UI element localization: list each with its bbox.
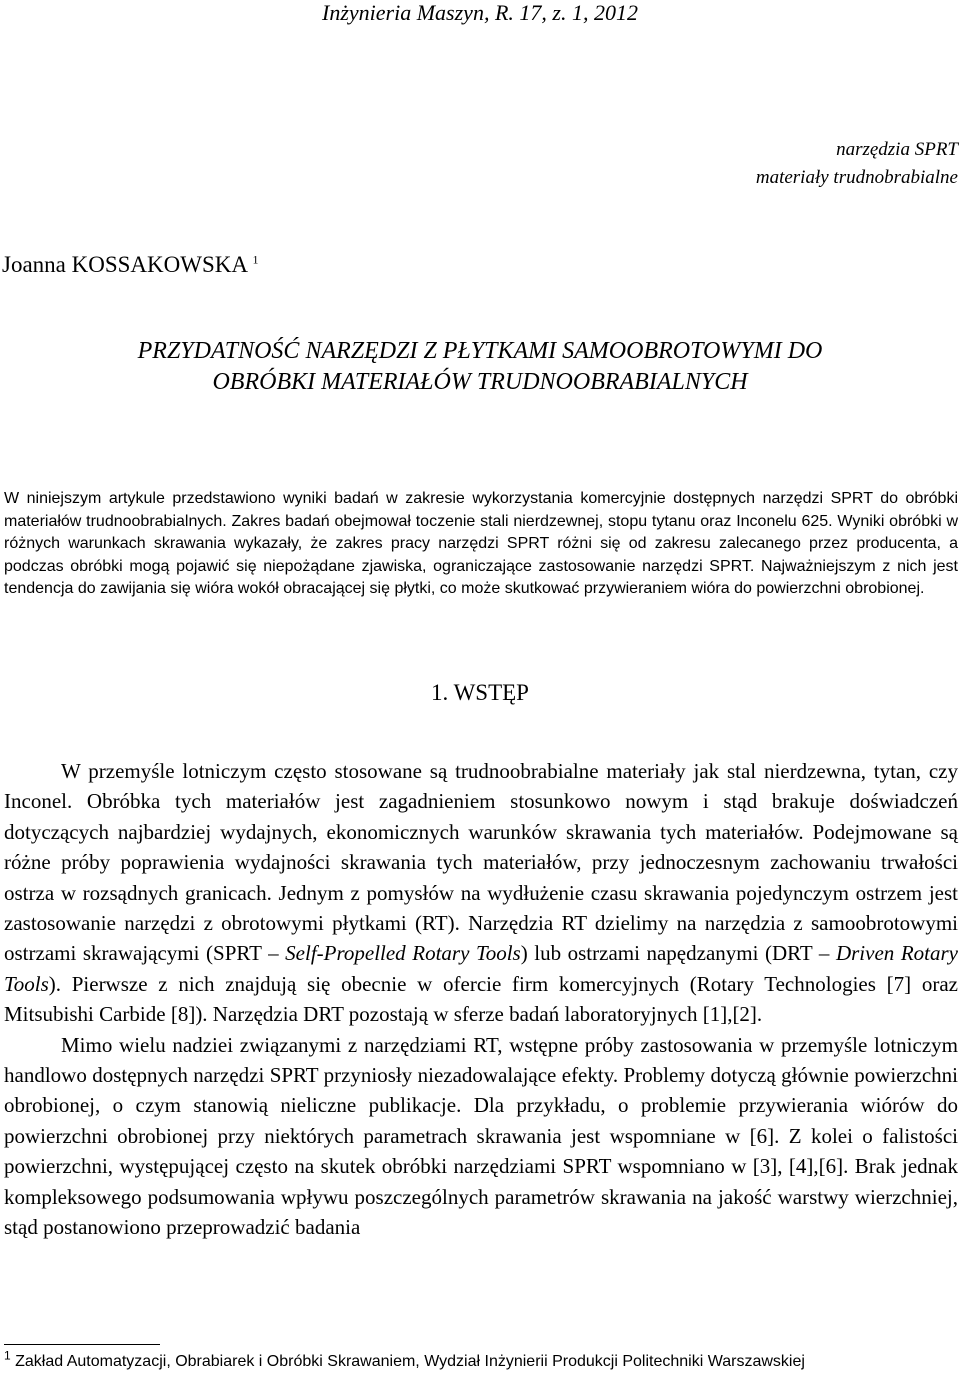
body-text <box>4 756 958 1243</box>
keywords <box>756 136 958 192</box>
paragraph-text: W przemyśle lotniczym często stosowane są trudnoobrabialne materiały jak stal nierdzewna, tytan, czy Inconel. Obróbka tych materiałów jest zagadnieniem stosunkowo nowym i stąd brakuje doświadczeń dotyczących najbardziej wydajnych, ekonomicznych warunków skrawania tych materiałów. Podejmowane są różne próby poprawienia wydajności skrawania tych materiałów, przy jednoczesnym zachowaniu trwałości ostrza w rozsądnych granicach. Jednym z pomysłów na wydłużenie czasu skrawania pojedynczym ostrzem jest zastosowanie narzędzi z obrotowymi płytkami (RT). Narzędzia RT dzielimy na narzędzia z samoobrotowymi ostrzami skrawającymi (SPRT – <box>4 759 958 966</box>
author-name: Joanna KOSSAKOWSKA <box>2 252 247 277</box>
footnote-mark: 1 <box>4 1348 11 1363</box>
paragraph <box>4 756 958 1030</box>
author <box>2 250 258 280</box>
footnote-rule <box>4 1344 160 1345</box>
paper-title-line: OBRÓBKI MATERIAŁÓW TRUDNOOBRABIALNYCH <box>212 369 748 395</box>
keyword: materiały trudnobrabialne <box>755 167 958 188</box>
paper-title-line: PRZYDATNOŚĆ NARZĘDZI Z PŁYTKAMI SAMOOBROTOWYMI DO <box>137 338 823 364</box>
paragraph-italic: Driven Rotary Tools <box>4 941 958 996</box>
abstract: W niniejszym artykule przedstawiono wyniki badań w zakresie wykorzystania komercyjnie dostępnych narzędzi SPRT do obróbki materiałów trudnoobrabialnych. Zakres badań obejmował toczenie stali nierdzewnej, stopu tytanu oraz Inconelu 625. Wyniki obróbki w różnych warunkach skrawania wykazały, że zakres pracy narzędzi SPRT różni się od zakresu zalecanego przez producenta, a podczas obróbki mogą pojawić się niepożądane zjawiska, ograniczające zastosowanie narzędzi SPRT. Najważniejszym z nich jest tendencja do zawijania się wióra wokół obracającej się płytki, co może skutkować przywieraniem wióra do powierzchni obrobionej. <box>4 490 958 598</box>
paragraph: Mimo wielu nadziei związanymi z narzędziami RT, wstępne próby zastosowania w przemyśle lotniczym handlowo dostępnych narzędzi SPRT przyniosły niezadowalające efekty. Problemy dotyczą głównie powierzchni obrobionej, o czym stanowią nieliczne publikacje. Dla przykładu, o problemie przywierania wiórów do powierzchni obrobionej przy niektórych parametrach skrawania jest wspomniane w [6]. Z kolei o falistości powierzchni, występującej często na skutek obróbki narzędziami SPRT wspomniano w [3], [4],[6]. Brak jednak kompleksowego podsumowania wpływu poszczególnych parametrów skrawania na jakość warstwy wierzchniej, stąd postanowiono przeprowadzić badania <box>4 1032 958 1240</box>
footnote <box>4 1348 805 1373</box>
footnote-text: Zakład Automatyzacji, Obrabiarek i Obróbki Skrawaniem, Wydział Inżynierii Produkcji Politechniki Warszawskiej <box>10 1353 805 1370</box>
section-heading: 1. WSTĘP <box>431 680 529 705</box>
author-footnote-mark: 1 <box>252 252 259 267</box>
paper-title <box>0 336 960 398</box>
paragraph-text: ). Pierwsze z nich znajdują się obecnie w ofercie firm komercyjnych (Rotary Technologies [7] oraz Mitsubishi Carbide [8]). Narzędzia DRT pozostają w sferze badań laboratoryjnych [1],[2]. <box>4 971 958 1027</box>
paragraph-italic: Self-Propelled Rotary Tools <box>285 941 521 966</box>
keyword: narzędzia SPRT <box>836 139 958 160</box>
journal-header: Inżynieria Maszyn, R. 17, z. 1, 2012 <box>322 0 638 25</box>
paragraph-text: ) lub ostrzami napędzanymi (DRT – <box>520 941 836 966</box>
